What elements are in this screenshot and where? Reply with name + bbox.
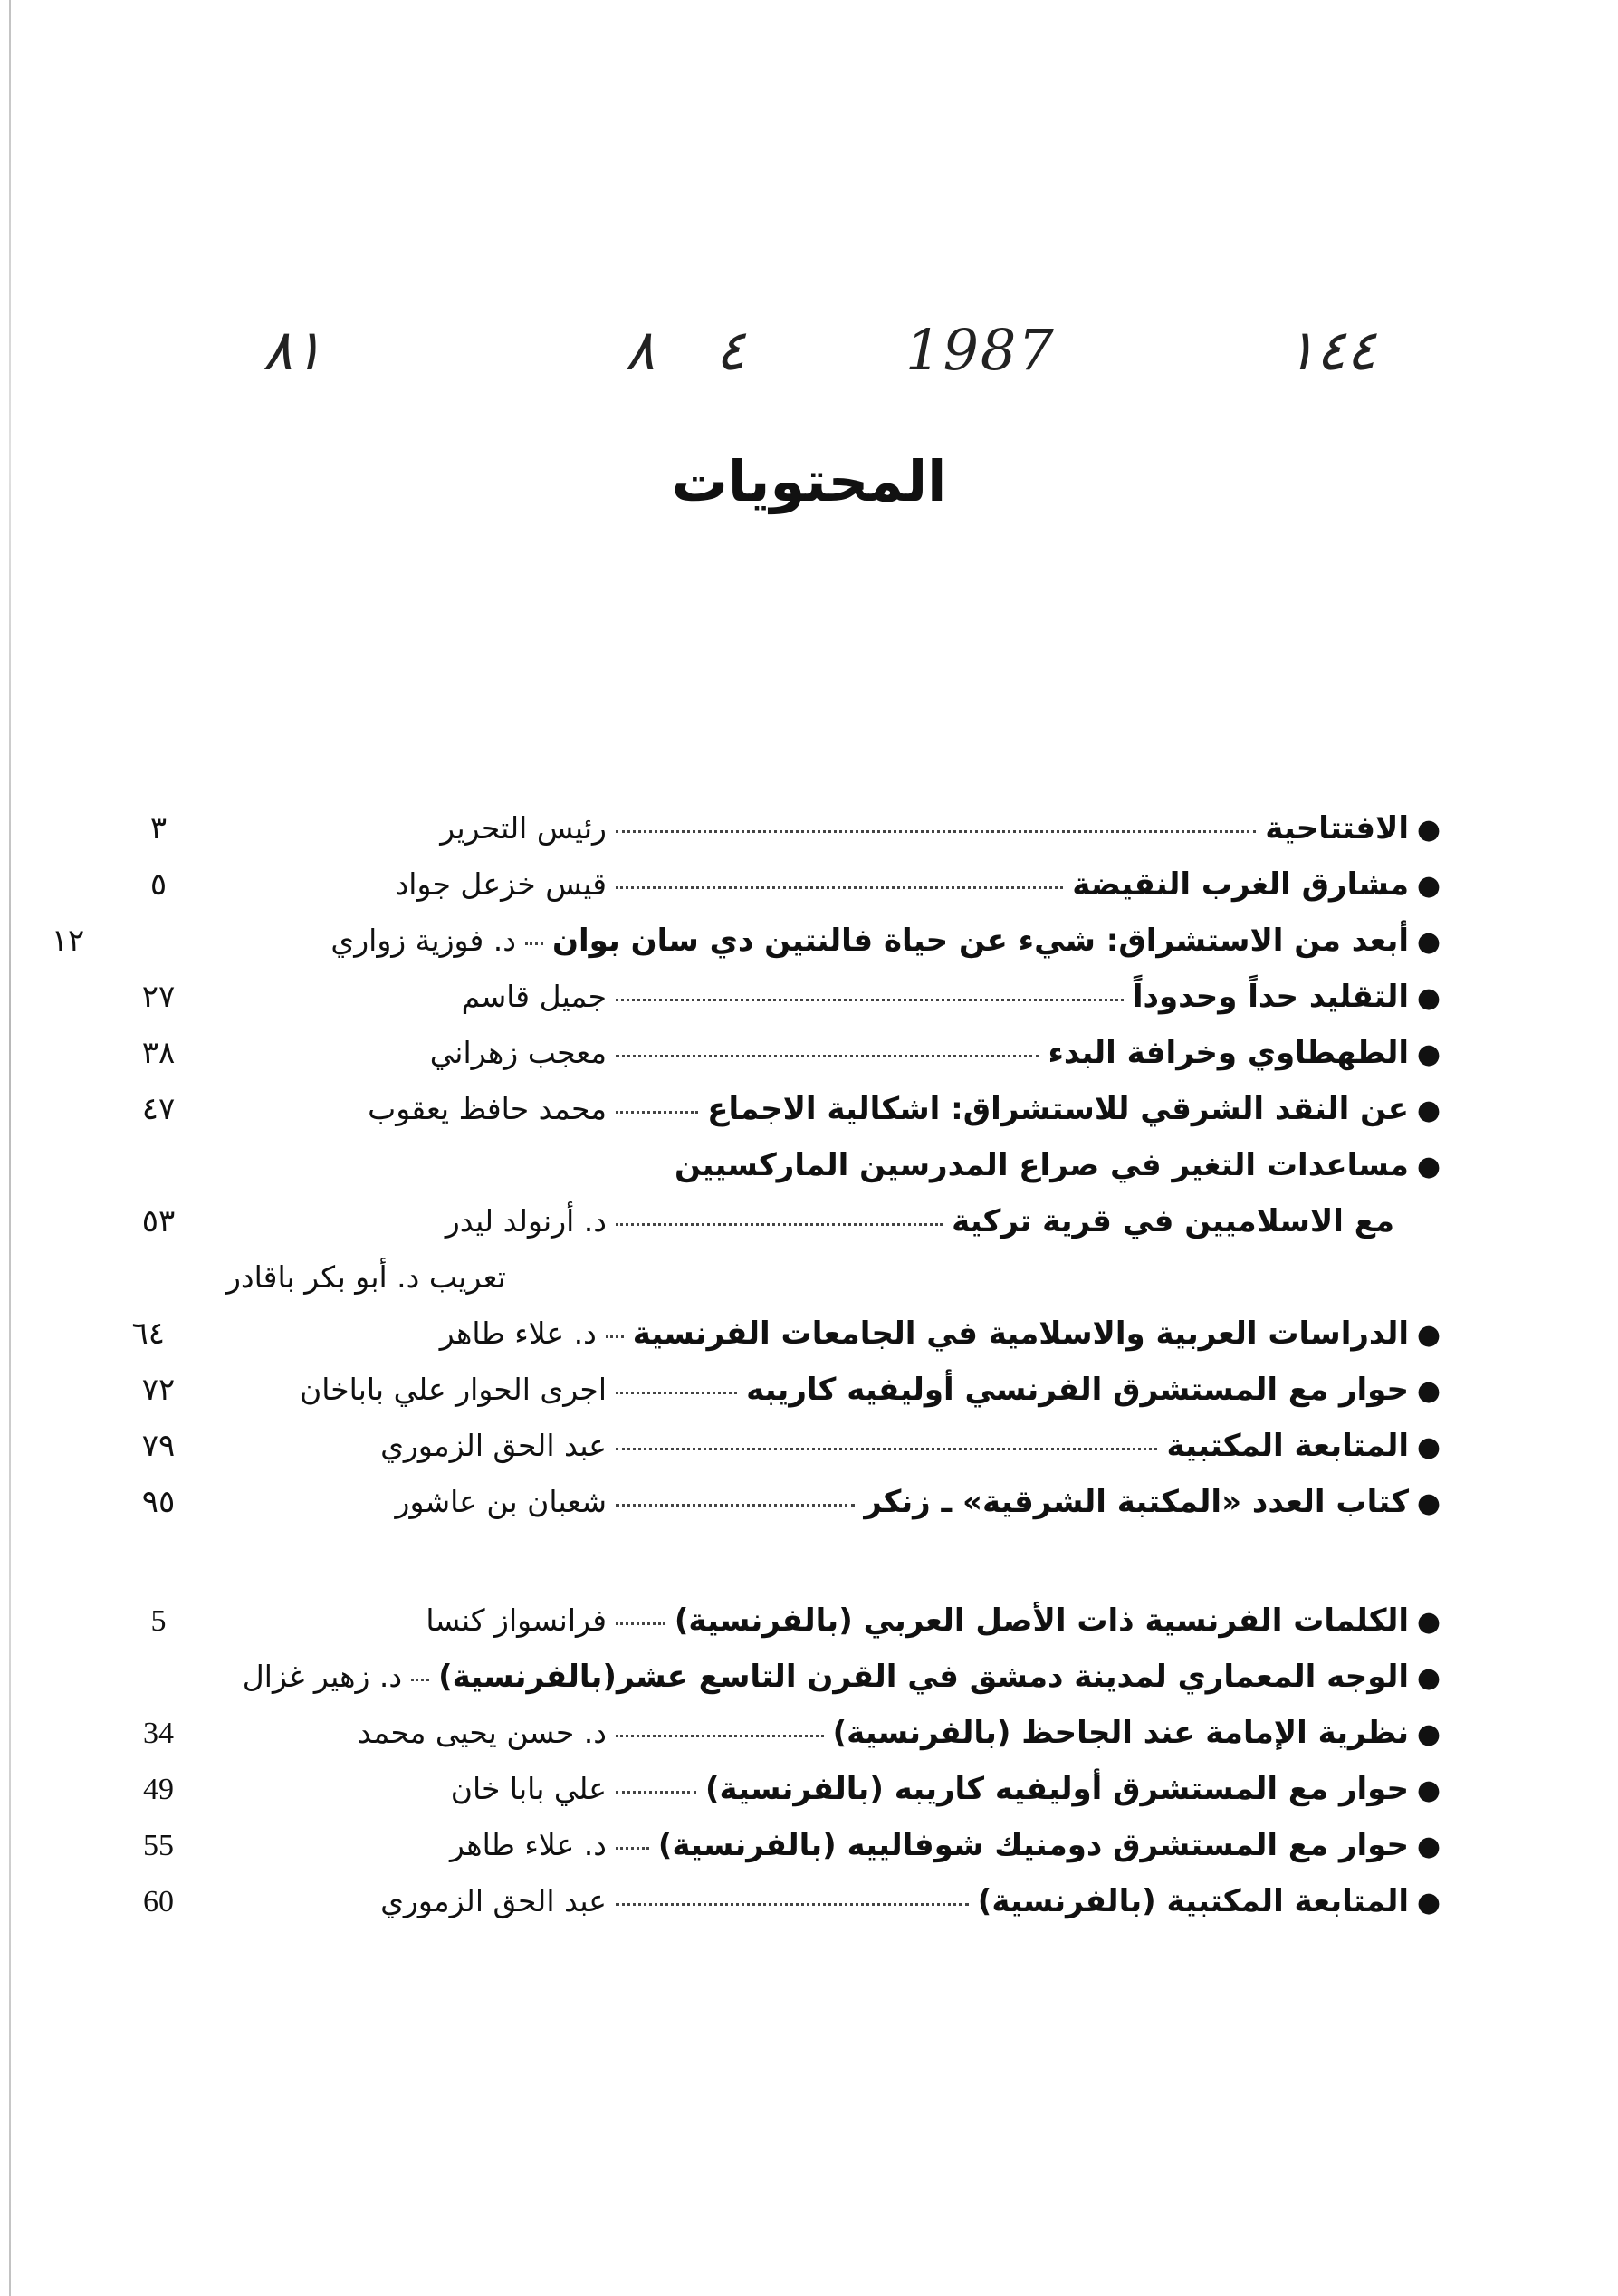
toc-entry[interactable]	[51, 923, 1449, 979]
dot-leader	[616, 1223, 943, 1226]
scan-edge-line	[9, 0, 11, 2296]
toc-entry-title: الطهطاوي وخرافة البدء	[1048, 1035, 1409, 1071]
table-of-contents	[51, 810, 1449, 1540]
bullet-icon: ●	[1416, 1488, 1441, 1519]
toc-entry-page: 55	[143, 1829, 174, 1862]
toc-entry-author: د. زهير غزال	[242, 1659, 403, 1694]
toc-entry-french[interactable]	[91, 1659, 1449, 1715]
toc-entry[interactable]	[91, 979, 1449, 1035]
toc-entry-french[interactable]	[91, 1715, 1449, 1771]
bullet-icon: ●	[1416, 1718, 1441, 1750]
toc-entry[interactable]	[91, 810, 1449, 866]
toc-entry-page: ١٢	[51, 923, 85, 959]
dot-leader	[616, 1392, 737, 1394]
toc-entry-author: معجب زهراني	[429, 1035, 607, 1070]
dot-leader	[616, 1903, 969, 1906]
toc-entry[interactable]	[91, 1035, 1449, 1091]
bullet-icon: ●	[1416, 1887, 1441, 1918]
toc-entry-title: الافتتاحية	[1265, 810, 1409, 847]
bullet-icon: ●	[1416, 1038, 1441, 1070]
toc-entry-author: قيس خزعل جواد	[395, 866, 607, 902]
dot-leader	[616, 1448, 1157, 1450]
dot-leader	[525, 942, 543, 945]
toc-entry-author: جميل قاسم	[461, 979, 607, 1014]
toc-entry-title: كتاب العدد «المكتبة الشرقية» ـ زنكر	[864, 1484, 1409, 1520]
handwritten-code: ٨١	[263, 317, 323, 383]
toc-entry-author: رئيس التحرير	[440, 810, 607, 846]
toc-entry-page: 49	[143, 1773, 174, 1806]
toc-entry-title: الكلمات الفرنسية ذات الأصل العربي (بالفرنسية)	[674, 1602, 1409, 1639]
toc-entry-author: د. أرنولد ليدر	[445, 1203, 607, 1239]
dot-leader	[411, 1679, 429, 1681]
bullet-icon: ●	[1416, 926, 1441, 958]
toc-entry-page: ٥٣	[141, 1203, 176, 1239]
toc-entry-french[interactable]	[91, 1771, 1449, 1827]
toc-entry-author: د. فوزية زواري	[330, 923, 516, 958]
toc-entry-author: شعبان بن عاشور	[395, 1484, 607, 1519]
dot-leader	[616, 1622, 665, 1625]
toc-entry-title: المتابعة المكتبية (بالفرنسية)	[977, 1883, 1409, 1919]
dot-leader	[616, 830, 1256, 833]
dot-leader	[606, 1335, 624, 1338]
toc-entry-multiline[interactable]	[91, 1147, 1449, 1203]
bullet-icon: ●	[1416, 1151, 1441, 1182]
toc-entry-continuation	[91, 1203, 1449, 1259]
toc-entry-french[interactable]	[91, 1827, 1449, 1883]
toc-entry-translator-row	[91, 1259, 1449, 1315]
toc-entry-page: ٣٨	[141, 1035, 176, 1071]
toc-entry-title: الوجه المعماري لمدينة دمشق في القرن التاسع عشر(بالفرنسية)	[438, 1659, 1409, 1695]
toc-entry-translator: تعريب د. أبو بكر باقادر	[226, 1259, 506, 1295]
toc-entry[interactable]	[91, 1428, 1449, 1484]
dot-leader	[616, 1055, 1039, 1057]
toc-entry-author: محمد حافظ يعقوب	[368, 1091, 607, 1126]
toc-entry[interactable]	[91, 866, 1449, 923]
toc-entry-page: ٧٩	[141, 1428, 176, 1464]
bullet-icon: ●	[1416, 1831, 1441, 1862]
toc-entry-page: ٣	[149, 810, 168, 847]
toc-entry[interactable]	[91, 1091, 1449, 1147]
toc-entry-page: ٧٢	[141, 1372, 176, 1408]
dot-leader	[616, 1735, 824, 1737]
dot-leader	[616, 1791, 696, 1794]
toc-entry-author: عبد الحق الزموري	[380, 1883, 607, 1918]
toc-entry-author: فرانسواز كنسا	[426, 1602, 607, 1638]
bullet-icon: ●	[1416, 814, 1441, 846]
bullet-icon: ●	[1416, 1375, 1441, 1407]
handwritten-number: ٨	[625, 317, 656, 383]
handwritten-issue: ٤	[715, 317, 746, 383]
dot-leader	[616, 1111, 698, 1114]
toc-entry-author: د. علاء طاهر	[450, 1827, 607, 1862]
toc-entry-title: التقليد حداً وحدوداً	[1132, 979, 1409, 1015]
toc-entry[interactable]	[91, 1372, 1449, 1428]
toc-entry-title: حوار مع المستشرق الفرنسي أوليفيه كاريبه	[746, 1372, 1409, 1408]
toc-entry-french[interactable]	[91, 1883, 1449, 1939]
toc-entry-page: 5	[150, 1604, 167, 1638]
toc-entry[interactable]	[91, 1484, 1449, 1540]
dot-leader	[616, 1504, 855, 1507]
french-section-contents	[91, 1602, 1449, 1939]
toc-entry-french[interactable]	[91, 1602, 1449, 1659]
toc-entry-title: نظرية الإمامة عند الجاحظ (بالفرنسية)	[832, 1715, 1409, 1751]
handwritten-year: 1987	[905, 317, 1056, 383]
toc-entry-page: 60	[143, 1885, 174, 1918]
toc-entry[interactable]	[91, 1315, 1449, 1372]
toc-entry-page: ٢٧	[141, 979, 176, 1015]
dot-leader	[616, 886, 1063, 889]
toc-entry-title: أبعد من الاستشراق: شيء عن حياة فالنتين دي سان بوان	[552, 923, 1409, 959]
bullet-icon: ●	[1416, 1662, 1441, 1694]
toc-entry-page	[0, 1660, 22, 1695]
toc-entry-title: مشارق الغرب النقيضة	[1072, 866, 1409, 903]
toc-entry-page: ٥	[149, 866, 168, 903]
toc-entry-title: حوار مع المستشرق دومنيك شوفالييه (بالفرنسية)	[657, 1827, 1409, 1863]
toc-entry-title-line1: مساعدات التغير في صراع المدرسين الماركسيين	[675, 1147, 1409, 1183]
dot-leader	[616, 999, 1124, 1001]
bullet-icon: ●	[1416, 1095, 1441, 1126]
toc-entry-page: 34	[143, 1717, 174, 1750]
toc-entry-page: ٩٥	[141, 1484, 176, 1520]
toc-entry-title-line2: مع الاسلاميين في قرية تركية	[952, 1203, 1394, 1239]
toc-entry-author: اجرى الحوار علي باباخان	[299, 1372, 607, 1407]
toc-entry-author: علي بابا خان	[450, 1771, 607, 1806]
toc-entry-author: عبد الحق الزموري	[380, 1428, 607, 1463]
bullet-icon: ●	[1416, 1431, 1441, 1463]
toc-entry-title: الدراسات العربية والاسلامية في الجامعات الفرنسية	[632, 1315, 1409, 1352]
bullet-icon: ●	[1416, 1606, 1441, 1638]
toc-entry-page: ٤٧	[141, 1091, 176, 1127]
toc-entry-title: عن النقد الشرقي للاستشراق: اشكالية الاجماع	[707, 1091, 1409, 1127]
toc-entry-title: المتابعة المكتبية	[1166, 1428, 1409, 1464]
bullet-icon: ●	[1416, 1775, 1441, 1806]
page-title: المحتويات	[671, 448, 947, 514]
toc-entry-page: ٦٤	[131, 1315, 166, 1352]
bullet-icon: ●	[1416, 870, 1441, 902]
handwritten-volume: ١٤٤	[1286, 317, 1376, 383]
toc-entry-author: د. علاء طاهر	[439, 1315, 597, 1351]
dot-leader	[616, 1847, 649, 1850]
bullet-icon: ●	[1416, 1319, 1441, 1351]
bullet-icon: ●	[1416, 982, 1441, 1014]
toc-entry-author: د. حسن يحيى محمد	[358, 1715, 607, 1750]
toc-entry-title: حوار مع المستشرق أوليفيه كاريبه (بالفرنسية)	[705, 1771, 1409, 1807]
